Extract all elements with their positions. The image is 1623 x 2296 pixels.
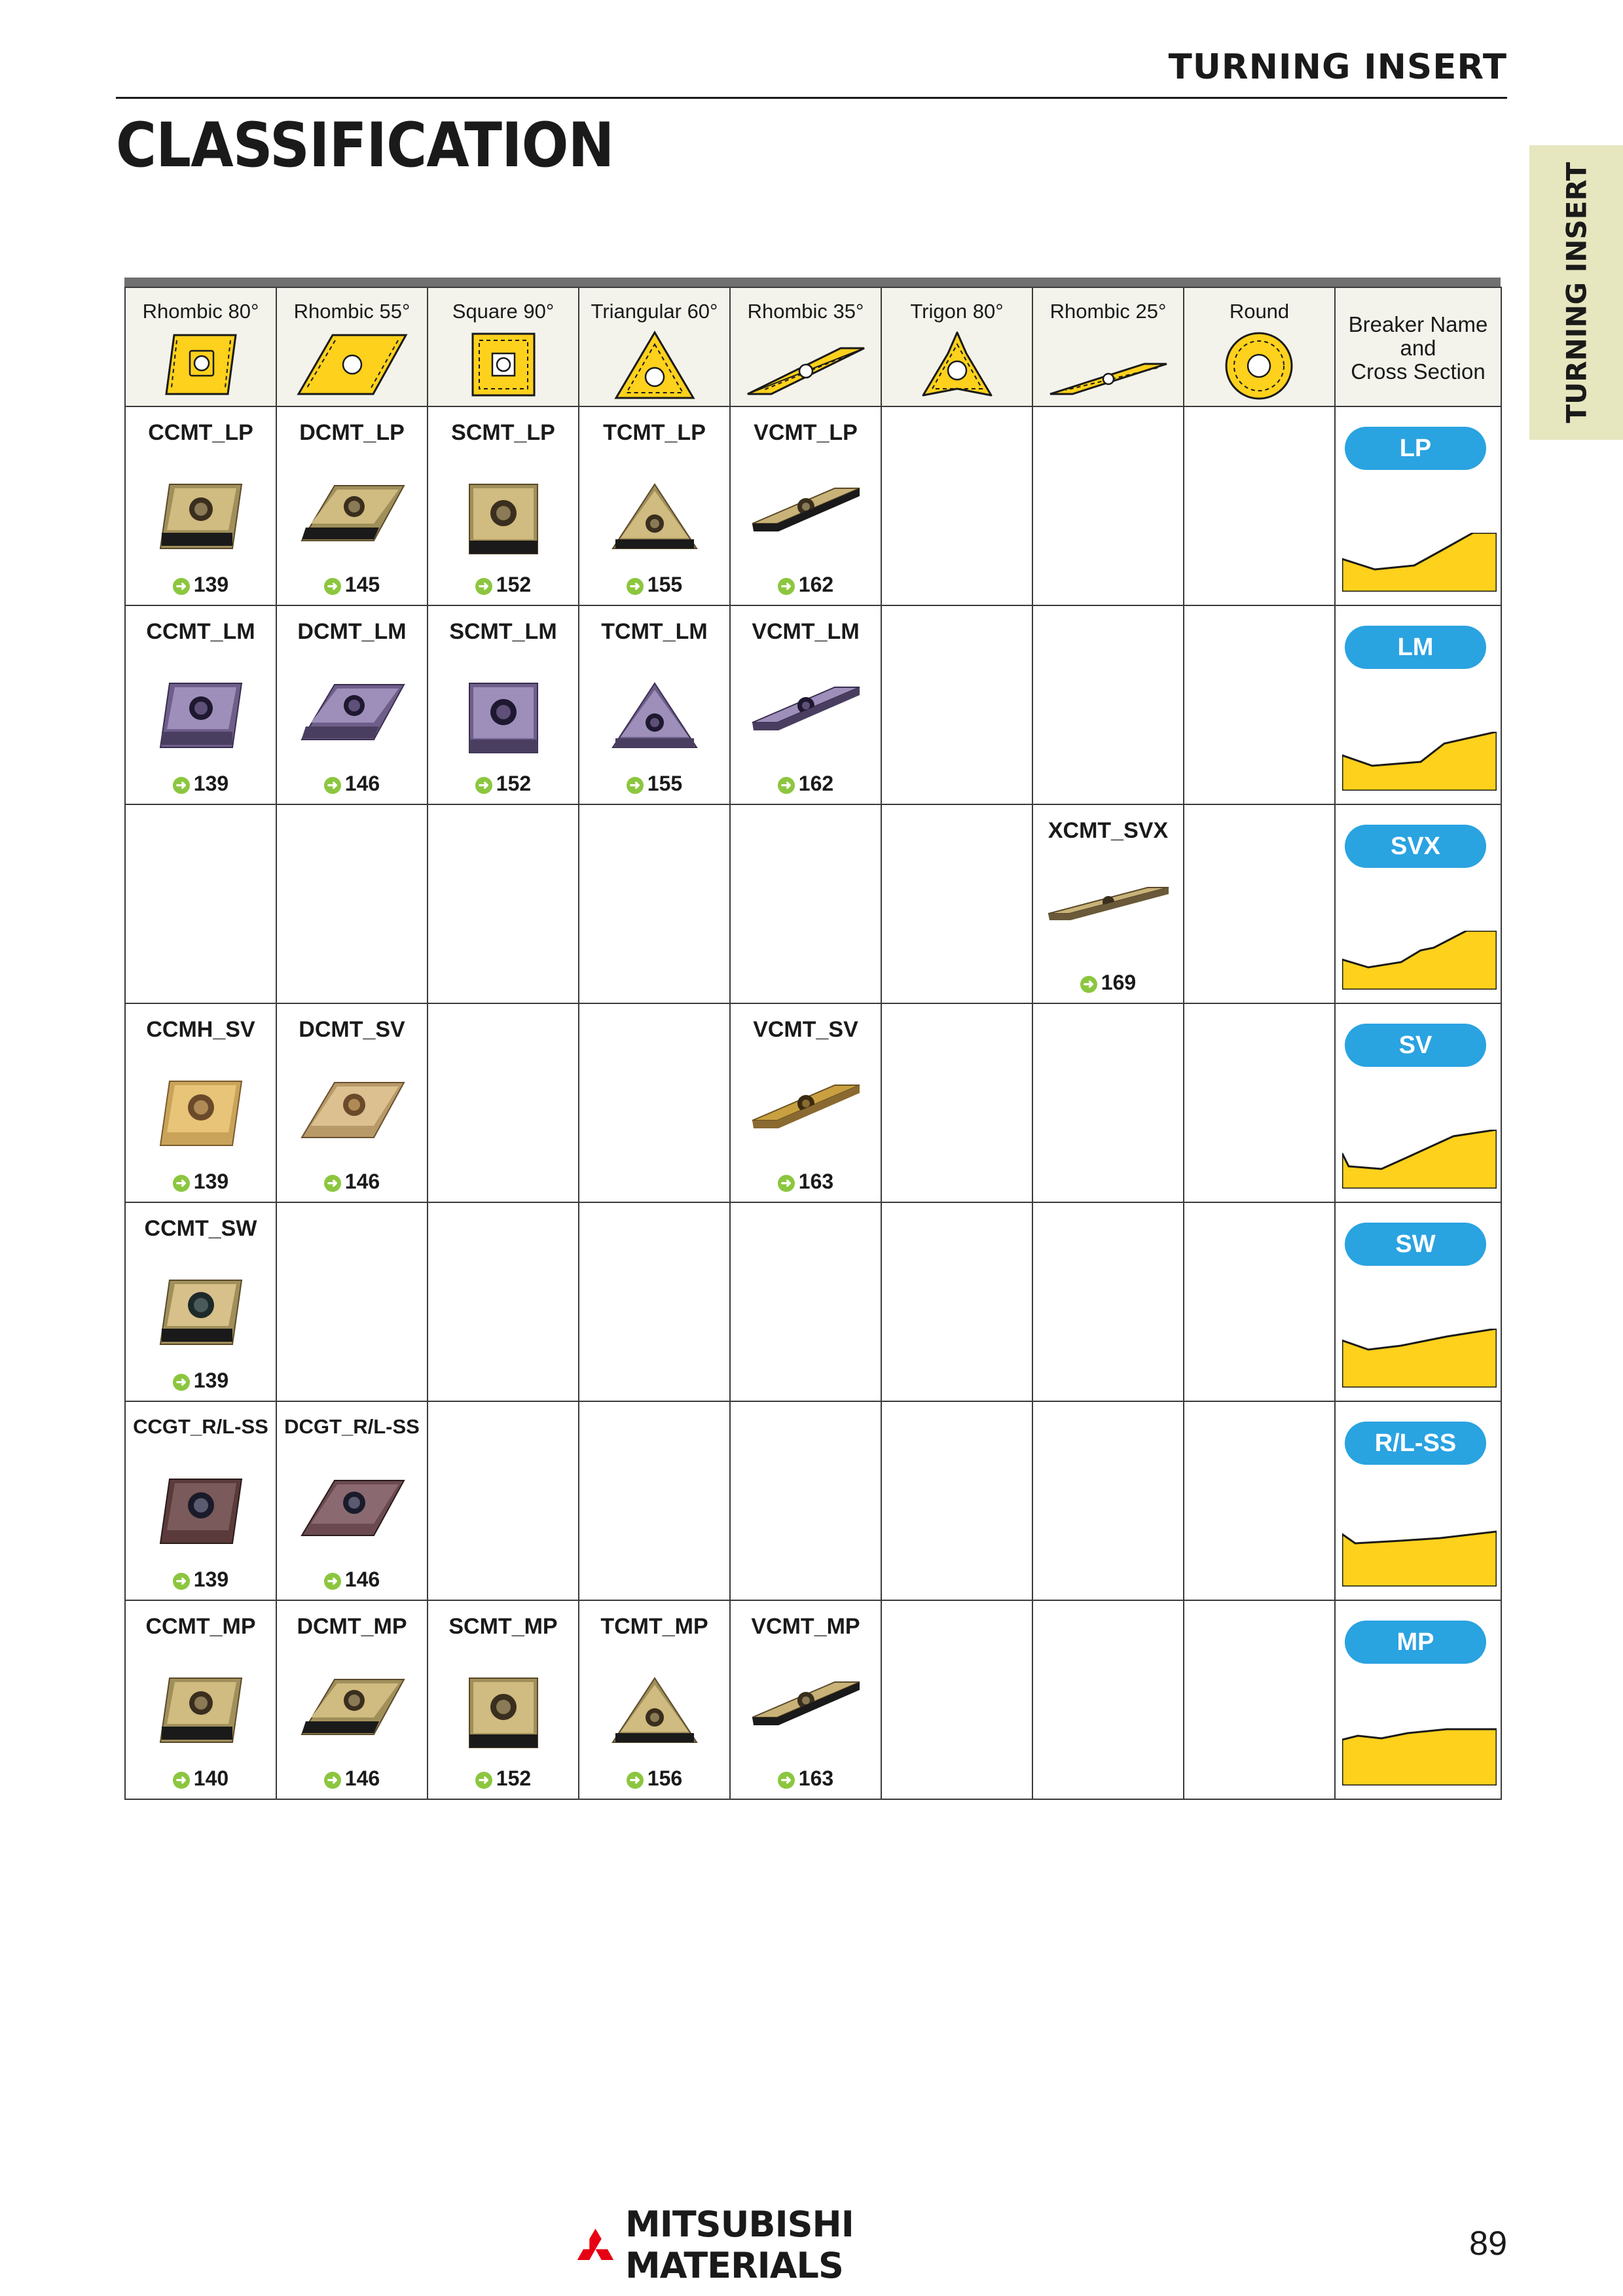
page-reference[interactable]	[277, 772, 427, 796]
cross-section-profile	[1342, 732, 1497, 791]
empty-cell	[428, 804, 579, 1003]
breaker-row-sv	[125, 1003, 1501, 1202]
empty-cell	[579, 1401, 730, 1600]
side-tab[interactable]	[1529, 145, 1623, 440]
page-number-ref: 140	[193, 1767, 229, 1790]
breaker-row-mp	[125, 1600, 1501, 1799]
shape-header-square-90	[428, 287, 579, 406]
page-number-ref: 139	[193, 772, 229, 795]
shape-header-rhombic-25	[1032, 287, 1184, 406]
empty-cell	[1184, 605, 1335, 804]
rhombic-25-icon	[1046, 330, 1171, 399]
empty-cell	[428, 1401, 579, 1600]
breaker-cell	[1335, 1003, 1501, 1202]
arrow-right-icon: ➜	[173, 1573, 190, 1590]
arrow-right-icon: ➜	[627, 777, 644, 794]
mitsubishi-logo-icon	[576, 2226, 615, 2264]
insert-image	[1043, 878, 1174, 931]
insert-image	[297, 1674, 408, 1740]
insert-cell[interactable]	[428, 406, 579, 605]
insert-cell[interactable]	[276, 1401, 428, 1600]
page-number-ref: 146	[344, 1170, 380, 1193]
arrow-right-icon: ➜	[324, 1772, 341, 1789]
insert-image	[609, 1674, 701, 1746]
insert-image	[747, 480, 865, 539]
rhombic-55-icon	[293, 330, 411, 399]
arrow-right-icon: ➜	[324, 578, 341, 595]
insert-cell[interactable]	[125, 1600, 276, 1799]
breaker-badge[interactable]: MP	[1345, 1621, 1486, 1664]
empty-cell	[1184, 804, 1335, 1003]
empty-cell	[1184, 1401, 1335, 1600]
page-number-ref: 146	[344, 772, 380, 795]
insert-image	[297, 480, 408, 546]
insert-name: TCMT_LM	[601, 619, 708, 644]
page-reference[interactable]	[126, 772, 276, 796]
breaker-cell	[1335, 1401, 1501, 1600]
breaker-row-sw	[125, 1202, 1501, 1401]
insert-name: VCMT_LM	[752, 619, 860, 644]
empty-cell	[276, 1202, 428, 1401]
classification-table	[124, 287, 1502, 1800]
page-number-ref: 156	[647, 1767, 683, 1790]
insert-name: CCMT_LM	[146, 619, 255, 644]
breaker-row-lm	[125, 605, 1501, 804]
empty-cell	[730, 1202, 881, 1401]
page-reference[interactable]	[277, 573, 427, 597]
empty-cell	[1184, 406, 1335, 605]
page-reference[interactable]	[126, 1369, 276, 1393]
page-reference[interactable]	[731, 772, 881, 796]
insert-cell[interactable]	[276, 1600, 428, 1799]
page-reference[interactable]	[428, 573, 578, 597]
shape-header-rhombic-80	[125, 287, 276, 406]
shape-label: Round	[1229, 300, 1290, 323]
arrow-right-icon: ➜	[778, 777, 795, 794]
insert-name: VCMT_MP	[751, 1614, 860, 1639]
breaker-badge[interactable]: R/L-SS	[1345, 1422, 1486, 1465]
arrow-right-icon: ➜	[173, 777, 190, 794]
insert-name: CCGT_R/L-SS	[133, 1415, 268, 1438]
page-number-ref: 139	[193, 1369, 229, 1392]
insert-cell[interactable]	[579, 406, 730, 605]
breaker-row-rl-ss	[125, 1401, 1501, 1600]
page-number-ref: 163	[798, 1767, 834, 1790]
insert-cell[interactable]	[428, 605, 579, 804]
empty-cell	[579, 1202, 730, 1401]
insert-name: DCMT_SV	[299, 1017, 405, 1042]
page-number-ref: 162	[798, 772, 834, 795]
page-number-ref: 139	[193, 1568, 229, 1591]
insert-image	[747, 1674, 865, 1733]
insert-name: TCMT_MP	[600, 1614, 708, 1639]
insert-image	[464, 1674, 543, 1753]
rhombic-80-icon	[158, 330, 244, 399]
empty-cell	[579, 804, 730, 1003]
page-number-ref: 145	[344, 573, 380, 596]
empty-cell	[881, 605, 1032, 804]
shape-header-trigon-80	[881, 287, 1032, 406]
insert-image	[155, 480, 247, 552]
page-reference[interactable]	[579, 573, 729, 597]
breaker-header-line-3: Cross Section	[1351, 359, 1486, 384]
insert-image	[747, 1077, 865, 1136]
empty-cell	[276, 804, 428, 1003]
shape-label: Square 90°	[452, 300, 555, 323]
breaker-cell	[1335, 804, 1501, 1003]
shape-label: Rhombic 55°	[293, 300, 410, 323]
insert-cell[interactable]	[276, 605, 428, 804]
empty-cell	[1032, 1202, 1184, 1401]
page-reference[interactable]	[126, 573, 276, 597]
empty-cell	[579, 1003, 730, 1202]
shape-label: Rhombic 25°	[1049, 300, 1167, 323]
shape-label: Triangular 60°	[591, 300, 718, 323]
insert-name: CCMT_SW	[144, 1216, 257, 1241]
page-reference[interactable]	[428, 772, 578, 796]
breaker-row-lp	[125, 406, 1501, 605]
page-number-ref: 146	[344, 1568, 380, 1591]
empty-cell	[1032, 1401, 1184, 1600]
triangular-60-icon	[612, 330, 697, 402]
arrow-right-icon: ➜	[173, 1175, 190, 1192]
empty-cell	[1032, 406, 1184, 605]
page-reference[interactable]	[428, 1767, 578, 1791]
rhombic-35-icon	[744, 330, 868, 399]
empty-cell	[1184, 1202, 1335, 1401]
insert-image	[609, 679, 701, 751]
insert-name: VCMT_SV	[753, 1017, 858, 1042]
breaker-header-line-2: and	[1400, 336, 1436, 360]
square-90-icon	[467, 330, 539, 399]
insert-name: XCMT_SVX	[1048, 818, 1169, 843]
insert-cell[interactable]	[125, 1003, 276, 1202]
insert-name: CCMT_LP	[148, 420, 253, 445]
page-number-ref: 152	[496, 573, 532, 596]
page-number: 89	[1469, 2225, 1507, 2263]
insert-cell[interactable]	[730, 1003, 881, 1202]
shape-label: Trigon 80°	[910, 300, 1004, 323]
arrow-right-icon: ➜	[627, 578, 644, 595]
cross-section-profile	[1342, 533, 1497, 592]
page-number-ref: 152	[496, 772, 532, 795]
page-reference[interactable]	[126, 1170, 276, 1194]
arrow-right-icon: ➜	[1080, 976, 1097, 993]
empty-cell	[730, 804, 881, 1003]
insert-image	[609, 480, 701, 552]
insert-cell[interactable]	[125, 605, 276, 804]
cross-section-profile	[1342, 931, 1497, 990]
breaker-badge[interactable]: SV	[1345, 1024, 1486, 1067]
page-reference[interactable]	[1033, 971, 1183, 995]
empty-cell	[428, 1003, 579, 1202]
insert-cell[interactable]	[579, 605, 730, 804]
insert-image	[155, 1276, 247, 1348]
page-reference[interactable]	[731, 573, 881, 597]
empty-cell	[881, 1003, 1032, 1202]
arrow-right-icon: ➜	[324, 777, 341, 794]
insert-cell[interactable]	[730, 406, 881, 605]
insert-image	[155, 1475, 247, 1547]
insert-name: VCMT_LP	[754, 420, 858, 445]
insert-name: CCMT_MP	[145, 1614, 256, 1639]
shape-header-row	[125, 287, 1501, 406]
table-top-bar	[124, 278, 1501, 287]
arrow-right-icon: ➜	[475, 777, 492, 794]
shape-label: Rhombic 35°	[747, 300, 864, 323]
empty-cell	[1032, 605, 1184, 804]
page-number-ref: 155	[647, 573, 683, 596]
arrow-right-icon: ➜	[324, 1573, 341, 1590]
insert-name: DCMT_LM	[297, 619, 407, 644]
insert-name: CCMH_SV	[146, 1017, 255, 1042]
brand-name: MITSUBISHI MATERIALS	[625, 2204, 854, 2286]
insert-cell[interactable]	[125, 1202, 276, 1401]
insert-image	[747, 679, 865, 738]
arrow-right-icon: ➜	[627, 1772, 644, 1789]
insert-cell[interactable]	[1032, 804, 1184, 1003]
breaker-badge[interactable]: LM	[1345, 626, 1486, 669]
empty-cell	[428, 1202, 579, 1401]
empty-cell	[881, 1401, 1032, 1600]
insert-cell[interactable]	[125, 406, 276, 605]
page-reference[interactable]	[731, 1170, 881, 1194]
insert-image	[464, 480, 543, 559]
round-icon	[1222, 330, 1297, 402]
brand-logo	[576, 2204, 1048, 2286]
cross-section-profile	[1342, 1329, 1497, 1388]
cross-section-profile	[1342, 1727, 1497, 1785]
insert-image	[464, 679, 543, 758]
insert-image	[155, 1077, 247, 1149]
breaker-cell	[1335, 605, 1501, 804]
insert-name: DCMT_MP	[297, 1614, 407, 1639]
breaker-cell	[1335, 1202, 1501, 1401]
insert-name: SCMT_LM	[449, 619, 557, 644]
page-reference[interactable]	[126, 1568, 276, 1592]
page-reference[interactable]	[277, 1568, 427, 1592]
insert-cell[interactable]	[730, 1600, 881, 1799]
insert-image	[155, 1674, 247, 1746]
insert-name: DCMT_LP	[299, 420, 405, 445]
arrow-right-icon: ➜	[324, 1175, 341, 1192]
arrow-right-icon: ➜	[173, 1772, 190, 1789]
page-title: CLASSIFICATION	[116, 110, 614, 181]
empty-cell	[730, 1401, 881, 1600]
arrow-right-icon: ➜	[778, 1175, 795, 1192]
breaker-cell	[1335, 1600, 1501, 1799]
empty-cell	[881, 1600, 1032, 1799]
empty-cell	[1184, 1003, 1335, 1202]
arrow-right-icon: ➜	[475, 578, 492, 595]
insert-name: DCGT_R/L-SS	[284, 1415, 420, 1438]
empty-cell	[1032, 1600, 1184, 1799]
page-number-ref: 146	[344, 1767, 380, 1790]
empty-cell	[1032, 1003, 1184, 1202]
page-number-ref: 169	[1101, 971, 1137, 994]
page-number-ref: 152	[496, 1767, 532, 1790]
insert-cell[interactable]	[276, 406, 428, 605]
breaker-header	[1335, 287, 1501, 406]
page-number-ref: 139	[193, 573, 229, 596]
arrow-right-icon: ➜	[173, 1374, 190, 1391]
shape-header-rhombic-55	[276, 287, 428, 406]
insert-cell[interactable]	[579, 1600, 730, 1799]
insert-image	[297, 1077, 408, 1143]
side-tab-label: TURNING INSERT	[1560, 162, 1592, 423]
header-rule	[116, 97, 1507, 99]
insert-cell[interactable]	[276, 1003, 428, 1202]
cross-section-profile	[1342, 1130, 1497, 1189]
page-reference[interactable]	[277, 1767, 427, 1791]
empty-cell	[1184, 1600, 1335, 1799]
page-reference[interactable]	[126, 1767, 276, 1791]
breaker-cell	[1335, 406, 1501, 605]
empty-cell	[125, 804, 276, 1003]
empty-cell	[881, 1202, 1032, 1401]
page-reference[interactable]	[579, 772, 729, 796]
breaker-badge[interactable]: SW	[1345, 1223, 1486, 1266]
empty-cell	[881, 406, 1032, 605]
shape-label: Rhombic 80°	[142, 300, 259, 323]
page-number-ref: 155	[647, 772, 683, 795]
insert-image	[297, 679, 408, 745]
breaker-badge[interactable]: SVX	[1345, 825, 1486, 868]
insert-cell[interactable]	[428, 1600, 579, 1799]
trigon-80-icon	[918, 330, 996, 402]
page-reference[interactable]	[277, 1170, 427, 1194]
section-title: TURNING INSERT	[1168, 47, 1507, 87]
insert-name: SCMT_MP	[448, 1614, 558, 1639]
breaker-row-svx	[125, 804, 1501, 1003]
shape-header-triangular-60	[579, 287, 730, 406]
breaker-header-line-1: Breaker Name	[1348, 312, 1488, 336]
cross-section-profile	[1342, 1528, 1497, 1587]
insert-cell[interactable]	[730, 605, 881, 804]
arrow-right-icon: ➜	[778, 1772, 795, 1789]
insert-cell[interactable]	[125, 1401, 276, 1600]
empty-cell	[881, 804, 1032, 1003]
page-number-ref: 139	[193, 1170, 229, 1193]
insert-image	[155, 679, 247, 751]
insert-image	[297, 1475, 408, 1541]
insert-name: TCMT_LP	[603, 420, 706, 445]
page-reference[interactable]	[731, 1767, 881, 1791]
arrow-right-icon: ➜	[778, 578, 795, 595]
page-number-ref: 162	[798, 573, 834, 596]
page-number-ref: 163	[798, 1170, 834, 1193]
arrow-right-icon: ➜	[475, 1772, 492, 1789]
shape-header-rhombic-35	[730, 287, 881, 406]
arrow-right-icon: ➜	[173, 578, 190, 595]
insert-name: SCMT_LP	[451, 420, 555, 445]
page-reference[interactable]	[579, 1767, 729, 1791]
breaker-badge[interactable]: LP	[1345, 427, 1486, 470]
shape-header-round	[1184, 287, 1335, 406]
